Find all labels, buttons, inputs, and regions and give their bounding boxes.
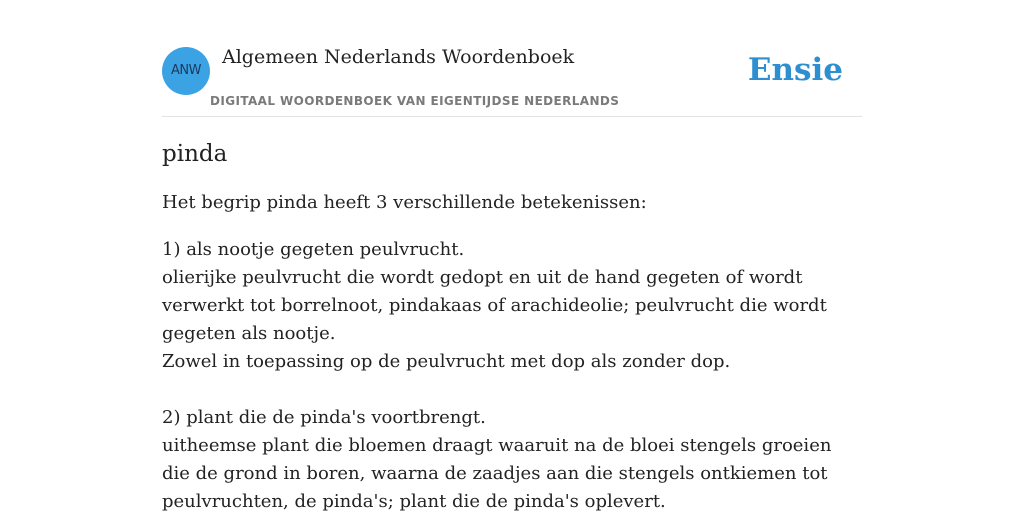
entry-content — [162, 138, 862, 512]
meaning-note: Zowel in toepassing op de peulvrucht met dop als zonder dop. — [162, 351, 731, 372]
meaning-heading: 2) plant die de pinda's voortbrengt. — [162, 407, 486, 428]
site-title[interactable]: Algemeen Nederlands Woordenboek — [222, 46, 575, 68]
meaning-2 — [162, 404, 862, 512]
meaning-definition: uitheemse plant die bloemen draagt waaruit na de bloei stengels groeien die de grond in boren, waarna de zaadjes aan die stengels ontkiemen tot peulvruchten, de pinda's; plant die de pinda's oplevert. — [162, 435, 832, 512]
entry-intro: Het begrip pinda heeft 3 verschillende betekenissen: — [162, 192, 647, 213]
anw-logo[interactable]: ANW — [162, 47, 210, 95]
meaning-heading: 1) als nootje gegeten peulvrucht. — [162, 239, 465, 260]
meaning-definition: olierijke peulvrucht die wordt gedopt en uit de hand gegeten of wordt verwerkt tot borrelnoot, pindakaas of arachideolie; peulvrucht die wordt gegeten als nootje. — [162, 267, 827, 344]
entry-word: pinda — [162, 141, 228, 167]
meaning-1 — [162, 236, 862, 376]
ensie-brand-logo[interactable]: Ensie — [747, 52, 843, 88]
site-subtitle: DIGITAAL WOORDENBOEK VAN EIGENTIJDSE NEDERLANDS — [210, 94, 620, 108]
site-header — [162, 0, 862, 117]
